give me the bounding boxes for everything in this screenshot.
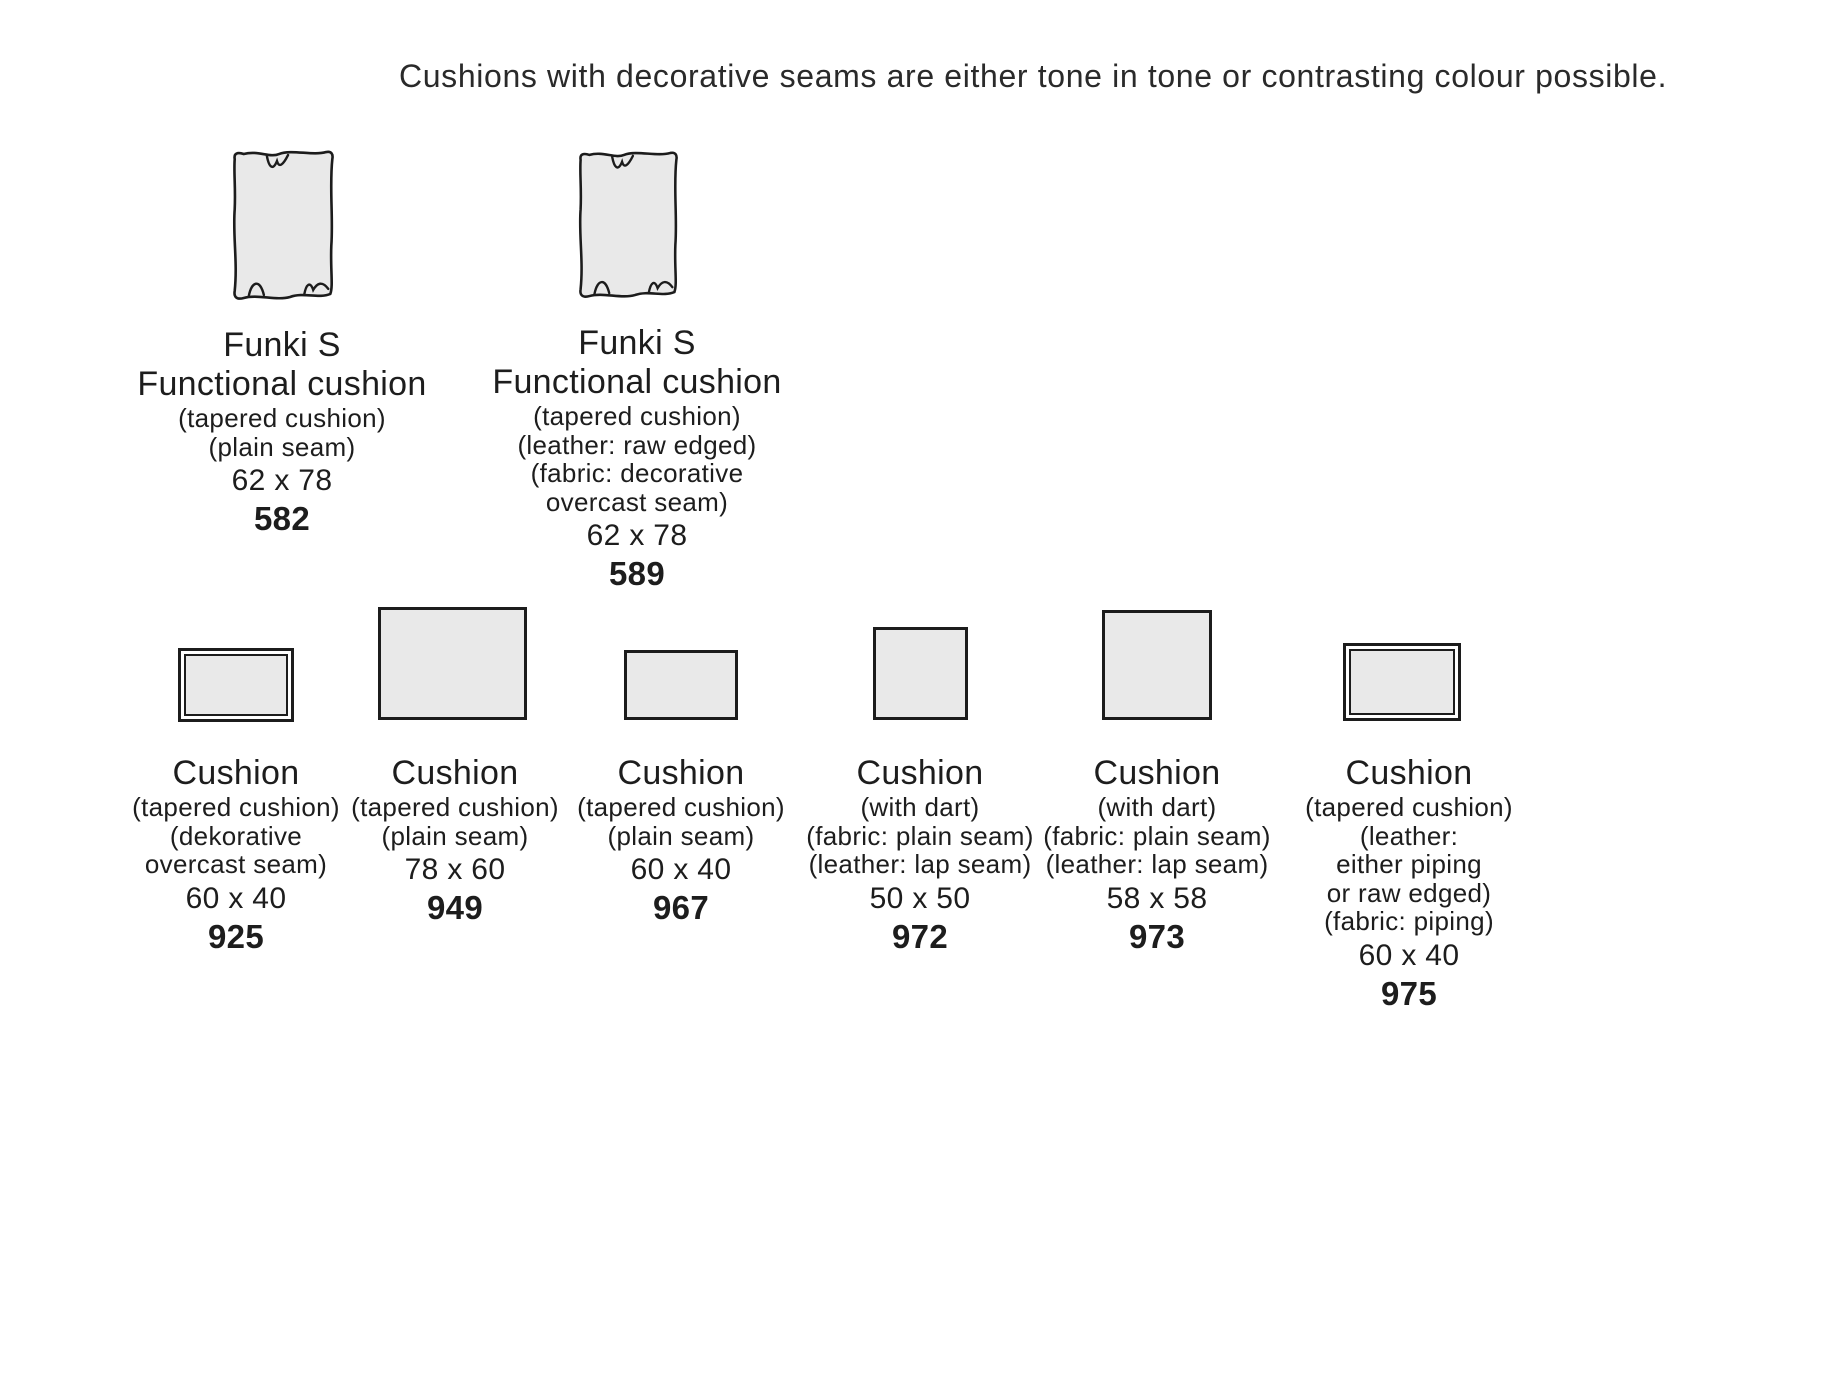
- product-detail: (tapered cushion): [178, 403, 386, 433]
- cushion-illustration-925: [178, 648, 294, 722]
- product-detail: overcast seam): [545, 486, 729, 517]
- product-detail: (plain seam): [607, 820, 755, 851]
- product-code: 949: [426, 889, 484, 926]
- product-detail: (leather: lap seam): [808, 849, 1032, 879]
- product-card-972: [790, 754, 1050, 957]
- product-dimensions: 60 x 40: [630, 853, 732, 886]
- product-code: 582: [253, 500, 311, 537]
- page-title: Cushions with decorative seams are either tone in tone or contrasting colour possible.: [399, 58, 1668, 94]
- product-dimensions: 50 x 50: [869, 881, 971, 915]
- product-name: Cushion: [617, 754, 745, 792]
- product-detail: (leather:: [1359, 820, 1459, 851]
- product-dimensions: 60 x 40: [185, 881, 287, 915]
- cushion-illustration-967: [624, 650, 738, 720]
- product-card-975: [1279, 754, 1539, 1014]
- product-detail: (fabric: piping): [1324, 906, 1494, 936]
- product-detail: (fabric: decorative: [530, 458, 744, 488]
- product-code: 972: [891, 917, 949, 955]
- product-code: 589: [608, 555, 666, 592]
- product-detail: (tapered cushion): [351, 792, 559, 822]
- product-card-967: [551, 754, 811, 928]
- product-card-582: [132, 326, 432, 539]
- product-code: 925: [207, 917, 265, 955]
- product-code: 975: [1380, 974, 1438, 1012]
- product-name: Cushion: [1345, 754, 1473, 792]
- product-detail: (tapered cushion): [132, 792, 340, 822]
- pillow-illustration-582: [221, 147, 343, 303]
- product-name: Funki S: [223, 326, 341, 364]
- cushion-illustration-972: [873, 627, 968, 720]
- cushion-piping-inner: [184, 654, 288, 716]
- product-detail: overcast seam): [144, 849, 328, 879]
- product-detail: (with dart): [1097, 792, 1217, 822]
- product-detail: (leather: raw edged): [517, 429, 757, 460]
- product-name: Cushion: [391, 754, 519, 792]
- pillow-illustration-589: [567, 148, 687, 301]
- product-name: Cushion: [172, 754, 300, 792]
- product-detail: (fabric: plain seam): [1043, 820, 1271, 851]
- product-dimensions: 78 x 60: [404, 853, 506, 886]
- product-detail: (tapered cushion): [1305, 792, 1513, 822]
- cushion-piping-inner: [1349, 649, 1455, 715]
- product-detail: (tapered cushion): [533, 401, 741, 431]
- product-detail: (plain seam): [381, 820, 529, 851]
- product-card-949: [325, 754, 585, 928]
- product-detail: (leather: lap seam): [1045, 849, 1269, 879]
- cushion-illustration-975: [1343, 643, 1461, 721]
- product-detail: (plain seam): [208, 431, 356, 462]
- product-detail: (fabric: plain seam): [806, 820, 1034, 851]
- product-name: Cushion: [1093, 754, 1221, 792]
- product-code: 973: [1128, 917, 1186, 955]
- product-detail: either piping: [1336, 849, 1482, 879]
- product-card-973: [1027, 754, 1287, 957]
- cushion-illustration-949: [378, 607, 527, 720]
- product-detail: or raw edged): [1326, 877, 1492, 908]
- product-name: Cushion: [856, 754, 984, 792]
- cushion-illustration-973: [1102, 610, 1212, 720]
- product-dimensions: 58 x 58: [1106, 881, 1208, 915]
- product-dimensions: 62 x 78: [231, 464, 333, 497]
- product-dimensions: 62 x 78: [586, 519, 688, 552]
- product-code: 967: [652, 889, 710, 926]
- product-dimensions: 60 x 40: [1358, 938, 1460, 972]
- product-detail: (tapered cushion): [577, 792, 785, 822]
- product-name: Funki S: [578, 324, 696, 362]
- product-card-589: [487, 324, 787, 594]
- product-detail: (dekorative: [169, 820, 303, 851]
- product-name: Functional cushion: [137, 365, 427, 403]
- product-detail: (with dart): [860, 792, 980, 822]
- product-name: Functional cushion: [492, 363, 782, 401]
